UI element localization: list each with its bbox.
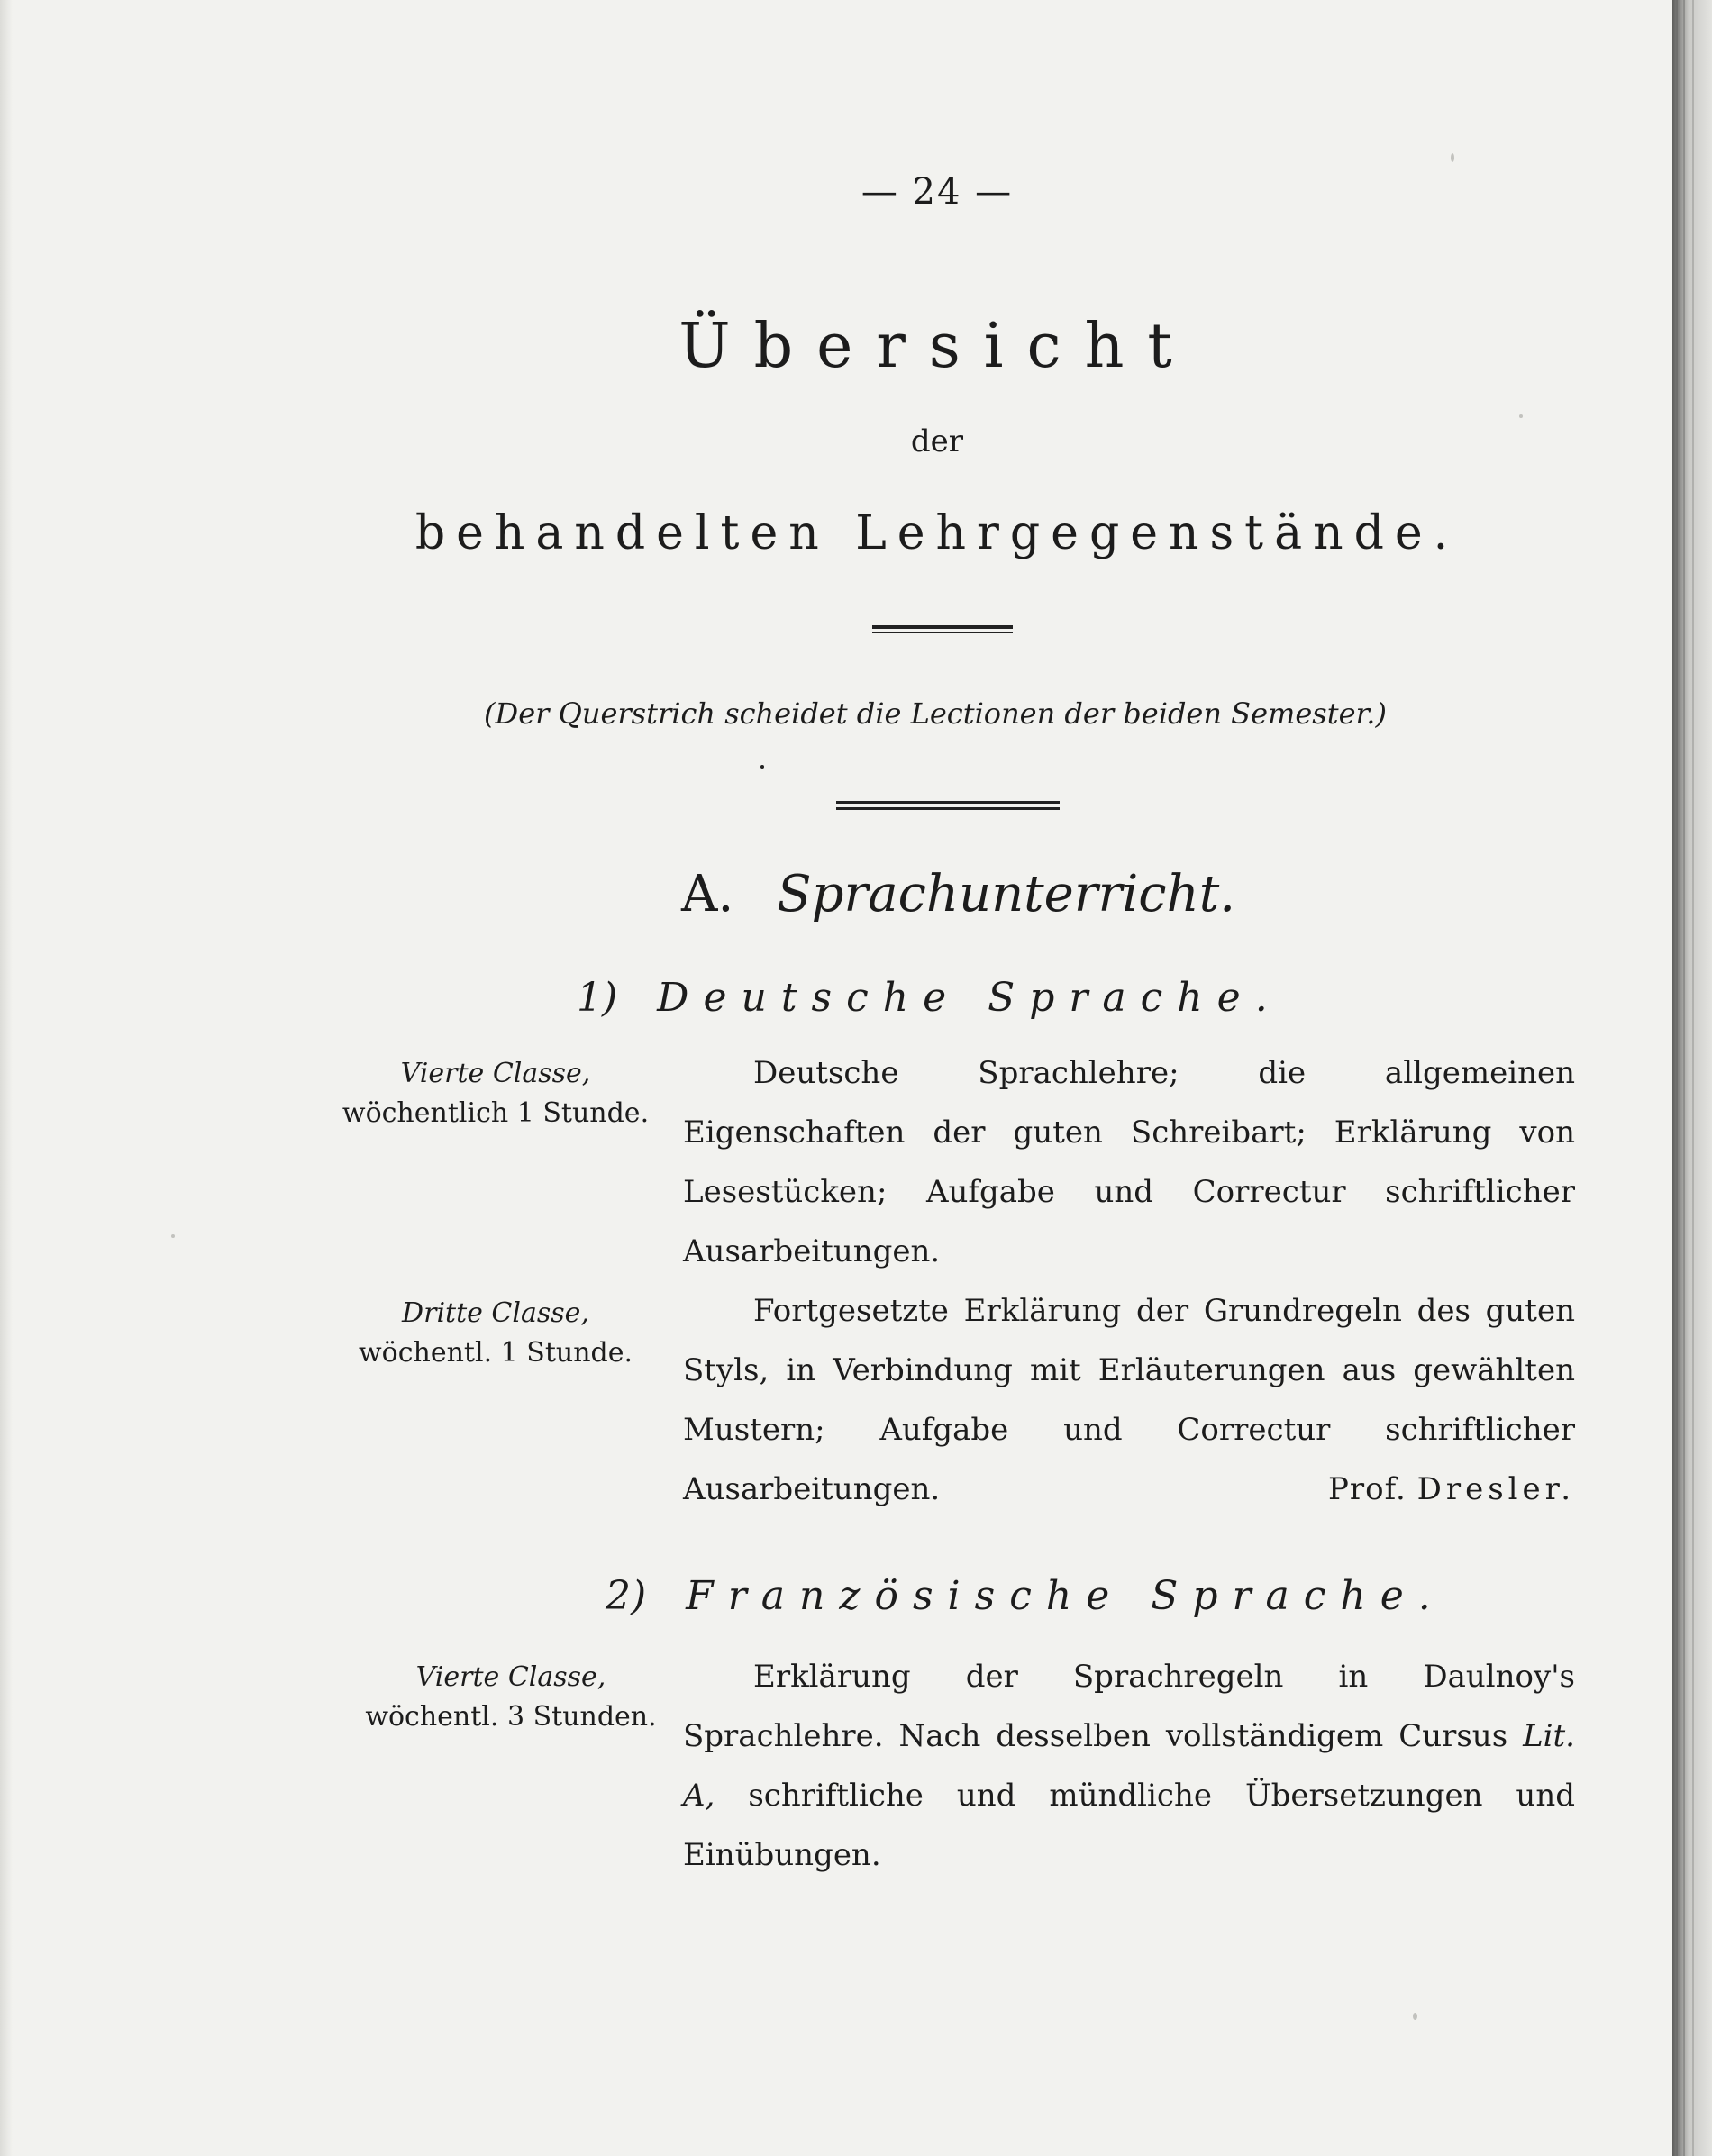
title-rule-top [872,625,1013,629]
semester-note: (Der Querstrich scheidet die Lectionen der beiden Semester.) [484,696,1387,731]
subject-title: Deutsche Sprache. [657,975,1282,1021]
entry-text: Erklärung der Sprachregeln in Daulnoy's Sprachlehre. Nach desselben vollständigem Cursus Lit. A, schriftliche und mündliche Übersetzungen und Einübungen. [683,1659,1575,1873]
class-label: Vierte Classe, [415,1661,606,1693]
page-subtitle: behandelten Lehrgegenstände. [414,506,1460,560]
class-label: Dritte Classe, [402,1297,589,1329]
entry-text: Fortgesetzte Erklärung der Grundregeln des guten Styls, in Verbindung mit Erläuterungen aus gewählten Mustern; Aufgabe und Correctur schriftlicher Ausarbeitungen. Prof. Dresler. [683,1281,1575,1519]
page-title: Übersicht [678,311,1196,382]
class-label-block [335,1658,687,1737]
paper-mark [1451,153,1454,162]
paper-mark [1519,414,1523,418]
page-number: — 24 — [861,171,1014,213]
section-a-heading [681,865,1235,923]
ink-dot [760,765,764,769]
subject-title: Französische Sprache. [686,1573,1445,1619]
section-a-letter: A. [681,865,734,923]
paper-mark [1413,2013,1417,2020]
section-rule-top [836,801,1060,804]
subject-heading-deutsch [577,975,1282,1021]
subject-number: 1) [577,975,618,1021]
class-hours: wöchentl. 3 Stunden. [365,1701,657,1733]
title-connector: der [910,423,964,459]
paper-mark [171,1234,175,1238]
section-rule-bottom [836,807,1060,810]
section-a-title: Sprachunterricht. [777,865,1236,923]
signature: Prof. Dresler. [1328,1471,1575,1507]
class-hours: wöchentl. 1 Stunde. [358,1337,633,1369]
class-hours: wöchentlich 1 Stunde. [341,1097,650,1129]
title-rule-bottom [872,632,1013,633]
entry-text: Deutsche Sprachlehre; die allgemeinen Eigenschaften der guten Schreibart; Erklärung von Lesestücken; Aufgabe und Correctur schriftlicher Ausarbeitungen. [683,1055,1575,1269]
subject-number: 2) [606,1573,647,1619]
class-label: Vierte Classe, [400,1058,591,1089]
class-label-block [324,1054,667,1133]
subject-heading-franzoesisch [606,1573,1445,1619]
page-right-edge-binding [1672,0,1712,2156]
class-label-block [324,1294,667,1373]
